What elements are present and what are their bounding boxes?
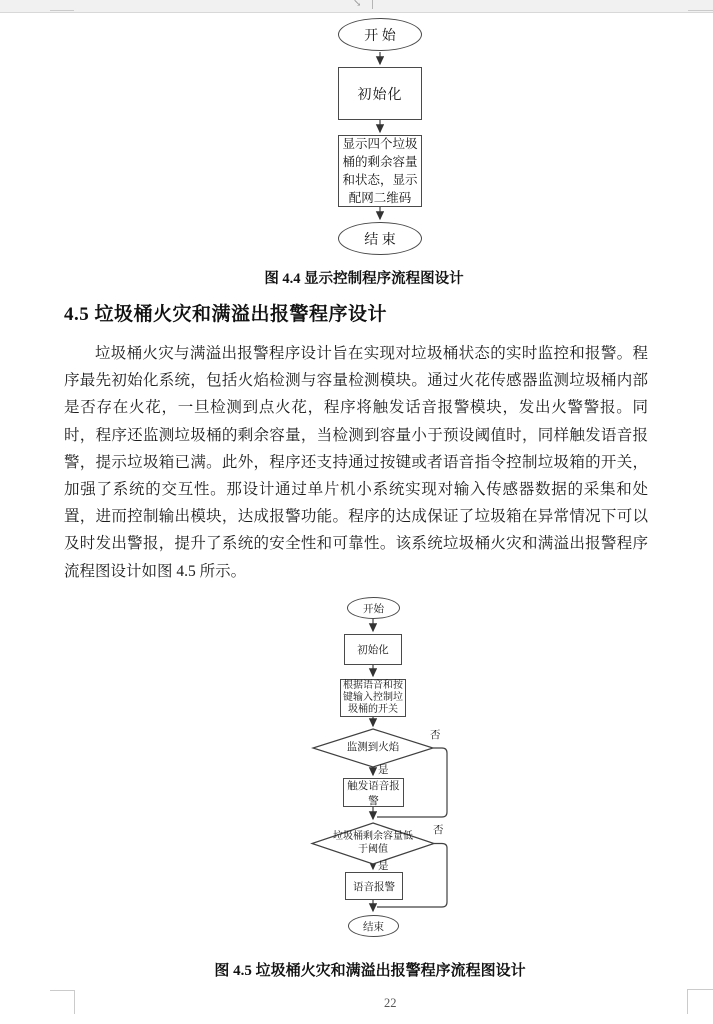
fc2-alarm-capacity-node: 语音报警 [345, 872, 403, 900]
fc2-control-node: 根据语音和按键输入控制垃圾桶的开关 [340, 679, 406, 717]
fc2-init-node: 初始化 [344, 634, 402, 665]
fc2-decision-fire-label: 监测到火焰 [346, 742, 400, 753]
fc1-init-node: 初始化 [338, 67, 422, 120]
fc2-start-node: 开始 [347, 597, 400, 619]
section-heading-4-5: 4.5 垃圾桶火灾和满溢出报警程序设计 [64, 304, 388, 325]
fc1-end-node: 结 束 [338, 222, 422, 255]
page-number: 22 [384, 996, 397, 1010]
fc1-start-node: 开 始 [338, 18, 422, 51]
figure-4-5-caption: 图 4.5 垃圾桶火灾和满溢出报警程序流程图设计 [214, 963, 526, 979]
fc2-decision-capacity-label: 垃圾桶剩余容量低于阈值 [333, 831, 413, 855]
figure-4-4-caption: 图 4.4 显示控制程序流程图设计 [264, 271, 464, 287]
page-gap-artifact-icon: ↘ [353, 0, 362, 9]
fc2-alarm-fire-node: 触发语音报警 [343, 778, 404, 807]
fc2-end-node: 结束 [348, 915, 399, 937]
fc2-yes-label-fire: 是 [378, 765, 389, 776]
fc1-display-node: 显示四个垃圾桶的剩余容量和状态，显示配网二维码 [338, 135, 422, 207]
fc2-no-label-fire: 否 [430, 730, 441, 741]
fc2-yes-label-capacity: 是 [378, 861, 389, 872]
section-paragraph: 垃圾桶火灾与满溢出报警程序设计旨在实现对垃圾桶状态的实时监控和报警。程序最先初始化系统，包括火焰检测与容量检测模块。通过火花传感器监测垃圾桶内部是否存在火花，一旦检测到点火花，程序将触发话音报警模块，发出火警警报。同时，程序还监测垃圾桶的剩余容量，当检测到容量小于预设阈值时，同样触发语音报警，提示垃圾箱已满。此外，程序还支持通过按键或者语音指令控制垃圾箱的开关，加强了系统的交互性。那设计通过单片机小系统实现对输入传感器数据的采集和处置，进而控制输出模块，达成报警功能。程序的达成保证了垃圾箱在异常情况下可以及时发出警报，提升了系统的安全性和可靠性。该系统垃圾桶火灾和满溢出报警程序流程图设计如图 4.5 所示。 [64, 345, 648, 580]
fc2-no-label-capacity: 否 [433, 825, 444, 836]
